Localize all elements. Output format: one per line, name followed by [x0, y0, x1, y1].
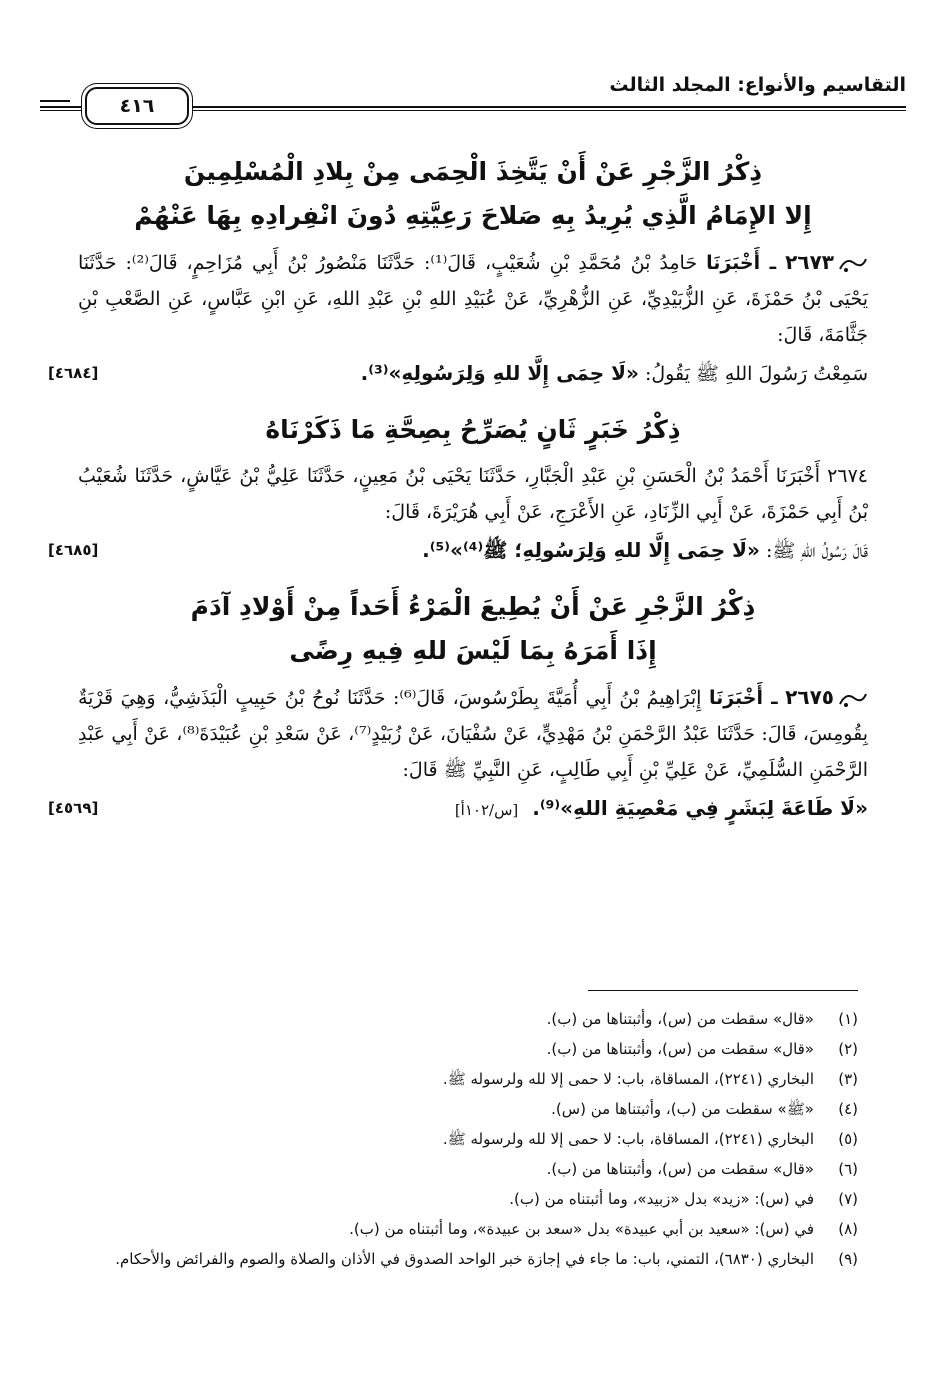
footnote-number: (٨) — [838, 1220, 858, 1238]
hadith-opening: ـ أَخْبَرَنَا — [706, 252, 777, 274]
footnote-number: (٤) — [838, 1100, 858, 1118]
footnote-text: البخاري (٢٢٤١)، المساقاة، باب: لا حمى إلا لله ولرسوله ﷺ. — [442, 1070, 814, 1088]
footnote-text: البخاري (٦٨٣٠)، التمني، باب: ما جاء في إجازة خبر الواحد الصدوق في الأذان والصلاة والصوم والفرائض والأحكام. — [115, 1250, 814, 1268]
footnote-number: (٧) — [838, 1190, 858, 1208]
hadith-isnad — [78, 458, 868, 530]
matn-intro: سَمِعْتُ رَسُولَ اللهِ ﷺ يَقُولُ: — [644, 363, 868, 385]
footnotes — [78, 1004, 858, 1274]
hadith-opening: ـ أَخْبَرَنَا — [708, 687, 778, 709]
matn-intro: قَالَ رَسُولُ اللهِ ﷺ: — [765, 540, 868, 562]
footnote-divider — [588, 990, 858, 991]
footnote-number: (٣) — [838, 1070, 858, 1088]
heading-line: ذِكْرُ الزَّجْرِ عَنْ أَنْ يُطِيعَ الْمَرْءُ أَحَداً مِنْ أَوْلادِ آدَمَ — [190, 592, 756, 621]
footnote — [78, 1124, 858, 1154]
section-heading — [78, 408, 868, 452]
footnote-number: (٢) — [838, 1040, 858, 1058]
heading-line: ذِكْرُ الزَّجْرِ عَنْ أَنْ يَتَّخِذَ الْحِمَى مِنْ بِلادِ الْمُسْلِمِينَ — [183, 157, 763, 186]
footnote — [78, 1094, 858, 1124]
footnote-number: (٩) — [838, 1250, 858, 1268]
page-number: ٤١٦ — [119, 95, 155, 117]
footnote-text: «قال» سقطت من (س)، وأثبتناها من (ب). — [546, 1040, 814, 1058]
hadith-matn-line — [48, 788, 868, 830]
footnote — [78, 1244, 858, 1274]
section-heading — [78, 150, 868, 238]
footnote-text: «ﷺ» سقطت من (ب)، وأثبتناها من (س). — [551, 1100, 814, 1118]
manuscript-marker-icon — [838, 253, 868, 275]
hadith-matn-line — [48, 353, 868, 394]
header-ornament-line — [40, 100, 70, 102]
section-heading — [78, 585, 868, 673]
manuscript-reference: [س/١٠٢أ] — [454, 801, 519, 819]
heading-line: إِذَا أَمَرَهُ بِمَا لَيْسَ للهِ فِيهِ رِضًى — [289, 636, 657, 665]
footnote — [78, 1064, 858, 1094]
footnote-number: (١) — [838, 1010, 858, 1028]
footnote — [78, 1214, 858, 1244]
footnote-text: في (س): «زيد» بدل «زبيد»، وما أثبتناه من (ب). — [509, 1190, 814, 1208]
footnote-text: البخاري (٢٢٤١)، المساقاة، باب: لا حمى إلا لله ولرسوله ﷺ. — [442, 1130, 814, 1148]
matn-text: «لَا حِمَى إِلَّا للهِ وَلِرَسُولِهِ؛ ﷺ⁽⁴⁾»⁽⁵⁾. — [422, 538, 760, 562]
running-title: التقاسيم والأنواع: المجلد الثالث — [609, 74, 906, 96]
heading-line: إِلا الإِمَامُ الَّذِي يُرِيدُ بِهِ صَلاحَ رَعِيَّتِهِ دُونَ انْفِرادِهِ بِهَا عَنْهُمْ — [134, 201, 812, 230]
page-number-frame — [85, 87, 189, 125]
hadith-number: ٢٦٧٣ — [785, 250, 834, 274]
isnad-text: إِبْرَاهِيمُ بْنُ أَبِي أُمَيَّةَ بِطَرْسُوسَ، قَالَ⁽⁶⁾: حَدَّثَنَا نُوحُ بْنُ حَبِيبٍ الْبَذَشِيُّ، وَهِيَ قَرْيَةٌ بِقُومِسَ، قَالَ: حَدَّثَنَا عَبْدُ الرَّحْمَنِ بْنُ مَهْدِيٍّ، عَنْ سُفْيَانَ، عَنْ زُبَيْدٍ⁽⁷⁾، عَنْ سَعْدِ بْنِ عُبَيْدَةَ⁽⁸⁾، عَنْ أَبِي عَبْدِ الرَّحْمَنِ السُّلَمِيِّ، عَنْ عَلِيِّ بْنِ أَبِي طَالِبٍ، عَنِ النَّبِيِّ ﷺ قَالَ: — [78, 687, 869, 781]
footnote-text: «قال» سقطت من (س)، وأثبتناها من (ب). — [546, 1010, 814, 1028]
matn-text: «لَا حِمَى إِلَّا للهِ وَلِرَسُولِهِ»⁽³⁾. — [360, 361, 639, 385]
cross-reference: [٤٦٨٥] — [48, 541, 99, 559]
isnad-text: حَامِدُ بْنُ مُحَمَّدِ بْنِ شُعَيْبٍ، قَالَ⁽¹⁾: حَدَّثَنَا مَنْصُورُ بْنُ أَبِي مُزَاحِمٍ، قَالَ⁽²⁾: حَدَّثَنَا يَحْيَى بْنُ حَمْزَةَ، عَنِ الزُّبَيْدِيِّ، عَنِ الزُّهْرِيِّ، عَنْ عُبَيْدِ اللهِ بْنِ عَبْدِ اللهِ، عَنِ ابْنِ عَبَّاسٍ، عَنِ الصَّعْبِ بْنِ جَثَّامَةَ، قَالَ: — [78, 252, 868, 346]
heading-line: ذِكْرُ خَبَرٍ ثَانٍ يُصَرِّحُ بِصِحَّةِ مَا ذَكَرْنَاهُ — [265, 415, 681, 444]
page-header — [40, 72, 906, 128]
cross-reference: [٤٦٨٤] — [48, 364, 99, 382]
header-ornament-line — [40, 106, 70, 108]
hadith-matn-line — [48, 530, 868, 571]
footnote-number: (٥) — [838, 1130, 858, 1148]
footnote — [78, 1154, 858, 1184]
manuscript-marker-icon — [838, 688, 868, 710]
footnote — [78, 1034, 858, 1064]
footnote — [78, 1184, 858, 1214]
page-body — [48, 150, 869, 844]
footnote-text: «قال» سقطت من (س)، وأثبتناها من (ب). — [546, 1160, 814, 1178]
isnad-text: أَخْبَرَنَا أَحْمَدُ بْنُ الْحَسَنِ بْنِ عَبْدِ الْجَبَّارِ، حَدَّثَنَا يَحْيَى بْنُ مَعِينٍ، حَدَّثَنَا عَلِيُّ بْنُ عَيَّاشٍ، حَدَّثَنَا شُعَيْبُ بْنُ أَبِي حَمْزَةَ، عَنْ أَبِي الزِّنَادِ، عَنِ الأَعْرَجِ، عَنْ أَبِي هُرَيْرَةَ، قَالَ: — [78, 465, 868, 523]
footnote-text: في (س): «سعيد بن أبي عبيدة» بدل «سعد بن عبيدة»، وما أثبتناه من (ب). — [349, 1220, 814, 1238]
hadith-isnad — [78, 679, 868, 788]
cross-reference: [٤٥٦٩] — [48, 799, 99, 817]
footnote — [78, 1004, 858, 1034]
matn-text: «لَا طَاعَةَ لِبَشَرٍ فِي مَعْصِيَةِ اللهِ»⁽⁹⁾. — [532, 796, 868, 820]
hadith-number: ٢٦٧٥ — [785, 685, 834, 709]
footnote-number: (٦) — [838, 1160, 858, 1178]
hadith-number: ٢٦٧٤ — [827, 465, 868, 487]
hadith-isnad — [78, 244, 868, 353]
